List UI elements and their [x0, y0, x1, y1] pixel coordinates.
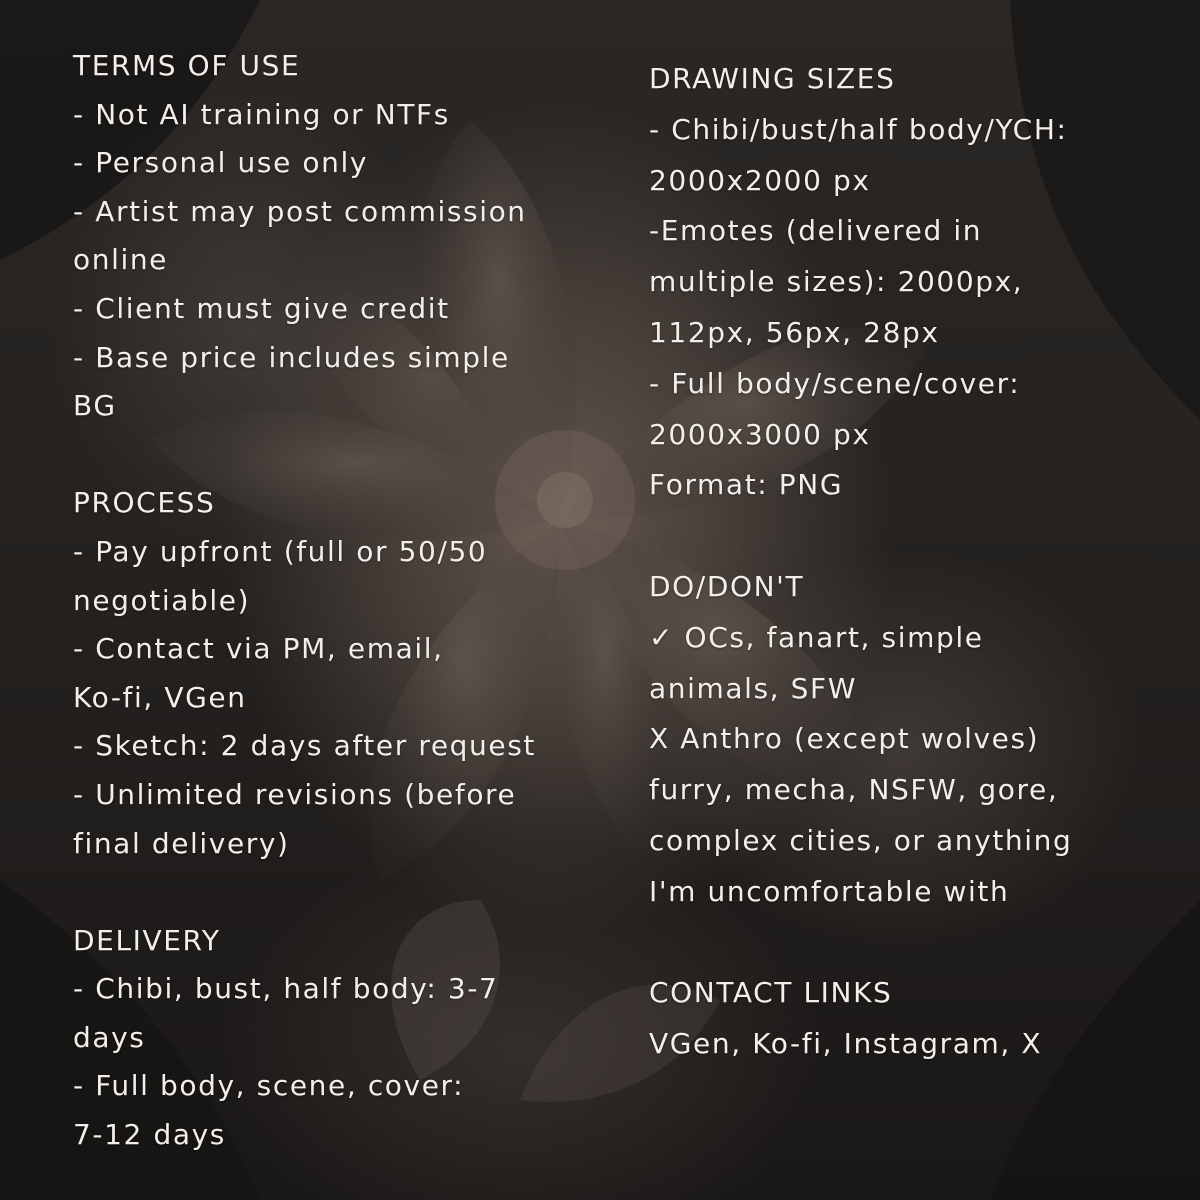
delivery-item-continued: 7-12 days — [73, 1118, 226, 1152]
process-item: - Sketch: 2 days after request — [73, 729, 536, 763]
format-item: Format: PNG — [649, 468, 844, 502]
do-item: ✓ OCs, fanart, simple — [649, 620, 984, 654]
contact-links-heading: CONTACT LINKS — [649, 976, 893, 1010]
size-item: -Emotes (delivered in — [649, 214, 983, 248]
dont-item-continued: I'm uncomfortable with — [649, 874, 1010, 908]
delivery-item: - Full body, scene, cover: — [73, 1069, 465, 1103]
right-column — [649, 54, 1169, 1070]
terms-item: - Not AI training or NTFs — [73, 97, 450, 131]
terms-heading: TERMS OF USE — [73, 49, 301, 82]
spacer — [73, 868, 593, 917]
size-item: - Full body/scene/cover: — [649, 366, 1021, 400]
size-item-continued: 2000x2000 px — [649, 163, 871, 197]
dont-item-continued: furry, mecha, NSFW, gore, — [649, 773, 1059, 807]
terms-item: - Artist may post commission — [73, 194, 527, 228]
process-item: - Pay upfront (full or 50/50 — [73, 534, 488, 568]
size-item-continued: multiple sizes): 2000px, — [649, 265, 1024, 299]
process-item-continued: Ko-fi, VGen — [73, 680, 247, 714]
delivery-item-continued: days — [73, 1020, 146, 1054]
drawing-sizes-heading: DRAWING SIZES — [649, 62, 896, 95]
process-item-continued: negotiable) — [73, 583, 251, 617]
process-item: - Contact via PM, email, — [73, 632, 444, 666]
terms-item: - Personal use only — [73, 146, 369, 180]
terms-item-continued: online — [73, 243, 169, 277]
spacer — [73, 431, 593, 480]
spacer — [649, 511, 1169, 562]
terms-item: - Client must give credit — [73, 291, 450, 325]
contact-links-list: VGen, Ko-fi, Instagram, X — [649, 1027, 1043, 1061]
dont-item: X Anthro (except wolves) — [649, 722, 1040, 756]
left-column — [73, 42, 593, 1160]
process-heading: PROCESS — [73, 486, 216, 520]
terms-item-continued: BG — [73, 389, 117, 423]
dont-item-continued: complex cities, or anything — [649, 823, 1073, 857]
size-item-continued: 112px, 56px, 28px — [649, 315, 940, 349]
spacer — [649, 918, 1169, 969]
delivery-heading: DELIVERY — [73, 923, 221, 957]
terms-item: - Base price includes simple — [73, 340, 510, 374]
size-item: - Chibi/bust/half body/YCH: — [649, 112, 1068, 146]
do-item-continued: animals, SFW — [649, 671, 858, 705]
do-dont-heading: DO/DON'T — [649, 569, 805, 603]
delivery-item: - Chibi, bust, half body: 3-7 — [73, 972, 499, 1006]
process-item-continued: final delivery) — [73, 826, 290, 860]
process-item: - Unlimited revisions (before — [73, 777, 517, 811]
size-item-continued: 2000x3000 px — [649, 417, 871, 451]
